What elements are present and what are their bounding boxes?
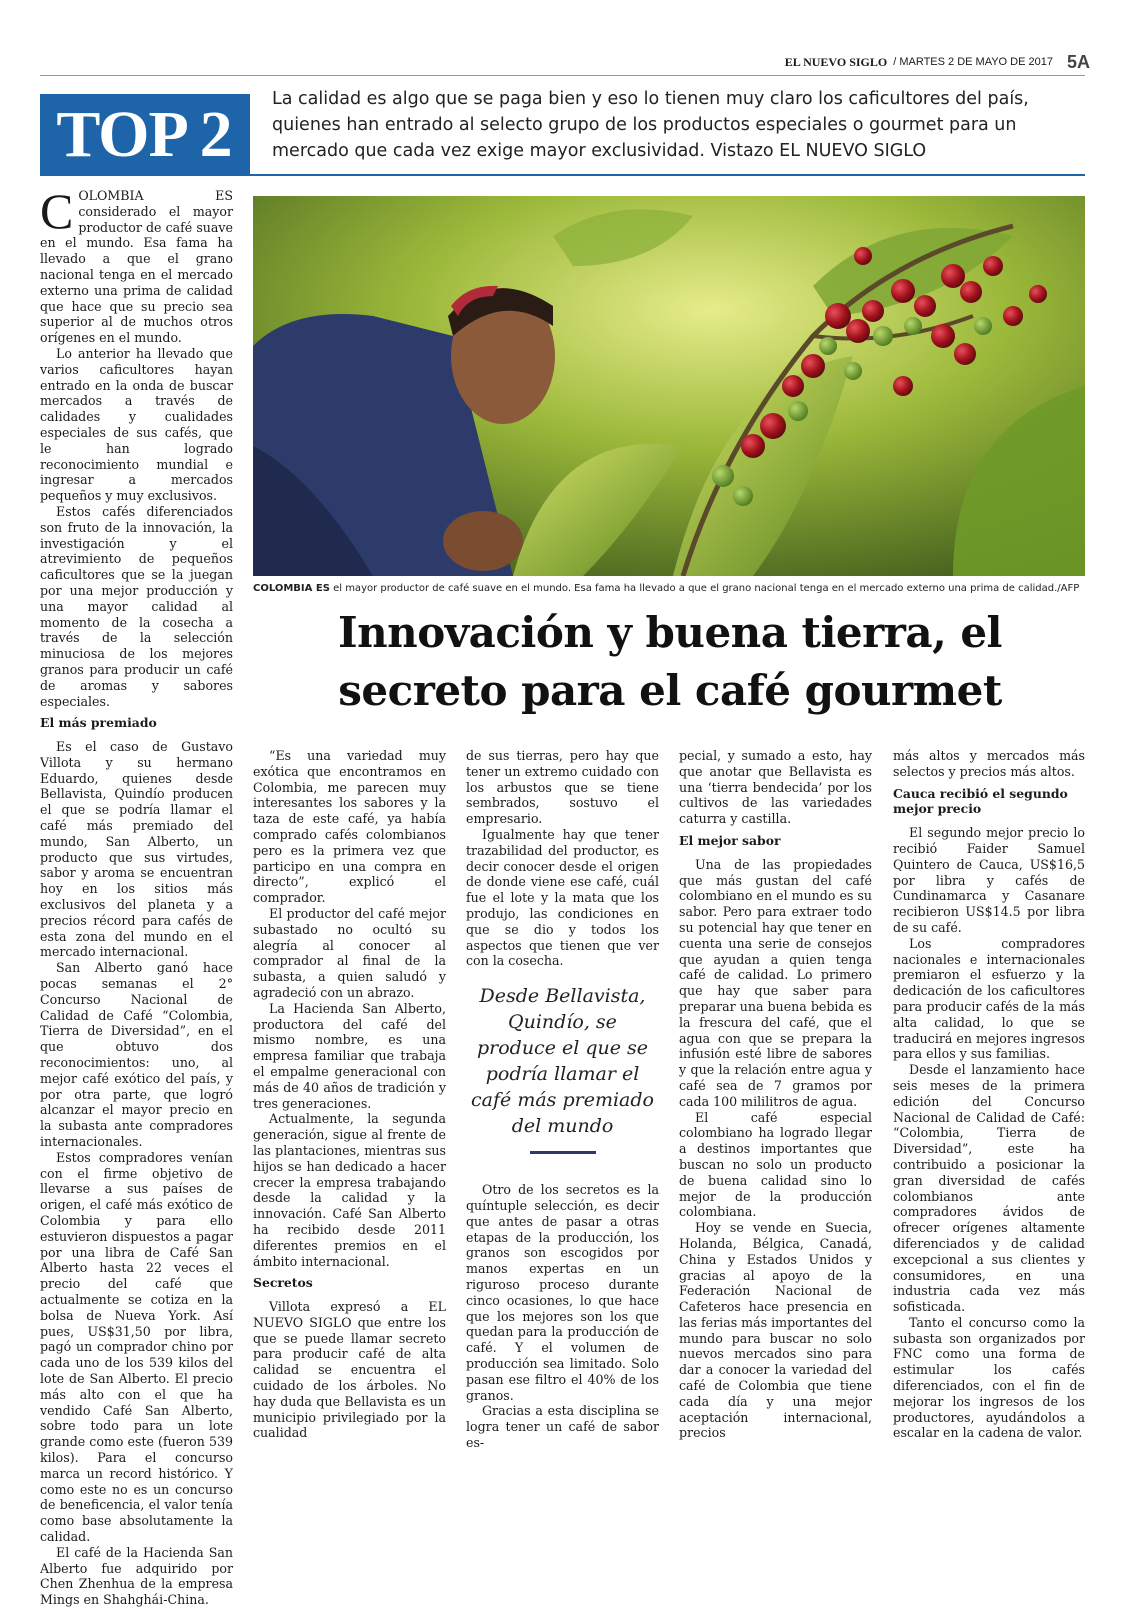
- lead-text: considerado el mayor productor de café suave en el mundo. Esa fama ha llevado a que el grano nacional tenga en el mercado externo una prima de calidad que hace que su precio sea superior al de muchos otros orígenes en el mundo.: [40, 203, 233, 346]
- page-number: 5A: [1066, 51, 1090, 72]
- paragraph: más altos y mercados más selectos y precios más altos.: [893, 748, 1085, 779]
- badge-divider: [248, 94, 250, 176]
- paragraph: Lo anterior ha llevado que varios caficultores hayan entrado en la onda de buscar mercados a través de calidades y cualidades especiales de sus cafés, que le han logrado reconocimiento mundial e ingresar a mercados pequeños y muy exclusivos.: [40, 345, 233, 504]
- caption-lead: COLOMBIA ES: [253, 583, 330, 594]
- pull-quote: Desde Bellavista, Quindío, se produce el que se podría llamar el café más premiado del mundo: [471, 985, 654, 1138]
- lead-caps: OLOMBIA ES: [78, 188, 233, 203]
- paragraph: El café de la Hacienda San Alberto fue adquirido por Chen Zhenhua de la empresa Mings en Shahghái-China.: [40, 1544, 233, 1608]
- article-column-5: [893, 748, 1085, 1441]
- paragraph: pecial, y sumado a esto, hay que anotar que Bellavista es una ‘tierra bendecida’ por los cultivos de las variedades caturra y castilla.: [679, 748, 872, 827]
- page-header: [700, 50, 1090, 74]
- subheading-mas-premiado: El más premiado: [40, 715, 157, 731]
- paragraph: Es el caso de Gustavo Villota y su hermano Eduardo, quienes desde Bellavista, Quindío producen el que se podría llamar el café más premiado del mundo, San Alberto, un producto que sus virtudes, sabor y aroma se encuentran hoy en los sitios más exclusivos del planeta y a precios récord para cafés de esta zona del mundo en el mercado internacional.: [40, 739, 233, 960]
- paragraph: Igualmente hay que tener trazabilidad del productor, es decir conocer desde el origen de donde viene ese café, cuál fue el lote y la mata que los produjo, las condiciones en que se dio y todos los aspectos que tienen que ver con la cosecha.: [466, 826, 659, 969]
- paragraph: Estos cafés diferenciados son fruto de la innovación, la investigación y el atrevimiento de pequeños caficultores que se la juegan por una mejor producción y una mayor calidad al momento de la cosecha a través de la selección minuciosa de los mejores granos para producir un café de aromas y sabores especiales.: [40, 503, 233, 709]
- paragraph: Hoy se vende en Suecia, Holanda, Bélgica, Canadá, China y Estados Unidos y gracias al apoyo de la Federación Nacional de Cafeteros hace presencia en las ferias más importantes del mundo para buscar no solo nuevos mercados sino para dar a conocer la variedad del café de Colombia que tiene cada día y una mejor aceptación internacional, precios: [679, 1220, 872, 1441]
- article-column-2: [253, 748, 446, 1441]
- subheading-mejor-sabor: El mejor sabor: [679, 832, 781, 848]
- intro-underline: [248, 174, 1085, 176]
- issue-date: / MARTES 2 DE MAYO DE 2017: [893, 56, 1053, 68]
- drop-cap: C: [40, 183, 74, 239]
- paragraph: Tanto el concurso como la subasta son organizados por FNC como una forma de estimular los cafés diferenciados, con el fin de mejorar los ingresos de los productores, ayudándolos a escalar en la cadena de valor.: [893, 1314, 1085, 1441]
- paragraph: Los compradores nacionales e internacionales premiaron el esfuerzo y la dedicación de los caficultores para producir cafés de la más alta calidad, lo que se traducirá en mejores ingresos para ellos y sus familias.: [893, 935, 1085, 1062]
- section-badge: TOP 2: [40, 94, 248, 176]
- paragraph: El segundo mejor precio lo recibió Faider Samuel Quintero de Cauca, US$16,5 por libra y cafés de Cundinamarca y Casanare recibieron US$14.5 por libra de su café.: [893, 825, 1085, 935]
- paragraph: de sus tierras, pero hay que tener un extremo cuidado con los arbustos que se tiene sembrados, sostuvo el empresario.: [466, 748, 659, 827]
- caption-text: el mayor productor de café suave en el mundo. Esa fama ha llevado a que el grano nacional tenga en el mercado externo una prima de calidad: [329, 583, 1055, 594]
- paragraph: La Hacienda San Alberto, productora del café del mismo nombre, es una empresa familiar que trabaja el empalme generacional con más de 40 años de tradición y tres generaciones.: [253, 1000, 446, 1111]
- photo-credit: ./AFP: [1054, 583, 1080, 594]
- intro-text: La calidad es algo que se paga bien y eso lo tienen muy claro los caficultores del país, quienes han entrado al selecto grupo de los productos especiales o gourmet para un mercado que cada vez exige mayor exclusividad. Vistazo EL NUEVO SIGLO: [272, 89, 1029, 161]
- paragraph: Gracias a esta disciplina se logra tener un café de sabor es-: [466, 1403, 659, 1450]
- header-rule: [40, 75, 1085, 76]
- paragraph: “Es una variedad muy exótica que encontramos en Colombia, me parecen muy interesantes los sabores y la taza de este café, ya había comprado cafés colombianos pero es la primera vez que participo en una compra en directo”, explicó el comprador.: [253, 748, 446, 906]
- photo-illustration: [253, 196, 1085, 576]
- photo-caption: [253, 582, 1093, 596]
- paragraph: Actualmente, la segunda generación, sigue al frente de las plantaciones, mientras sus hijos se han dedicado a hacer crecer la empresa trabajando desde la calidad y la innovación. Café San Alberto ha recibido desde 2011 diferentes premios en el ámbito internacional.: [253, 1111, 446, 1269]
- paragraph: Otro de los secretos es la quíntuple selección, es decir que antes de pasar a otras etapas de la producción, los granos son escogidos por manos expertas en un riguroso proceso durante cinco ocasiones, lo que hace que los mejores son los que quedan para la producción de café. Y el volumen de producción sea limitado. Solo pasan ese filtro el 40% de los granos.: [466, 1182, 659, 1403]
- subheading-cauca: Cauca recibió el segundo mejor precio: [893, 785, 1068, 817]
- coffee-harvest-photo: [253, 196, 1085, 576]
- paragraph: San Alberto ganó hace pocas semanas el 2° Concurso Nacional de Calidad de Café “Colombia, Tierra de Diversidad”, en el que obtuvo dos reconocimientos: uno, al mejor café exótico del país, y por otra parte, que logró alcanzar el mayor precio en la subasta ante compradores internacionales.: [40, 960, 233, 1150]
- article-column-4: [679, 748, 872, 1441]
- headline-line-1: Innovación y buena tierra, el: [337, 608, 1003, 657]
- paragraph: El café especial colombiano ha logrado llegar a destinos importantes que buscan no solo un producto de buena calidad sino lo mejor de la producción colombiana.: [679, 1109, 872, 1220]
- publication-name: EL NUEVO SIGLO: [784, 54, 888, 69]
- paragraph: Villota expresó a EL NUEVO SIGLO que entre los que se puede llamar secreto para producir café de alta calidad se encuentra el cuidado de los árboles. No hay duda que Bellavista es un municipio privilegiado por la cualidad: [253, 1299, 446, 1441]
- paragraph: Desde el lanzamiento hace seis meses de la primera edición del Concurso Nacional de Calidad de Café: “Colombia, Tierra de Diversidad”, este ha contribuido a posicionar la gran diversidad de cafés colombianos ante compradores ávidos de ofrecer orígenes altamente diferenciados y de calidad excepcional a sus clientes y consumidores, en una industria cada vez más sofisticada.: [893, 1062, 1085, 1315]
- article-column-3: [466, 748, 659, 1451]
- paragraph: El productor del café mejor subastado no ocultó su alegría al conocer al comprador al final de la subasta, a quien saludó y agradeció con un abrazo.: [253, 905, 446, 1000]
- article-column-1: [40, 183, 233, 1608]
- subheading-secretos: Secretos: [253, 1275, 313, 1291]
- paragraph: Una de las propiedades que más gustan del café colombiano en el mundo es su sabor. Pero para extraer todo su potencial hay que tener en cuenta una serie de consejos que ayudan a quien tenga café de calidad. Lo primero que hay que saber para preparar una buena bebida es la frescura del café, que el agua con que se prepara la infusión esté libre de sabores y que la relación entre agua y café sea de 7 gramos por cada 100 mililitros de agua.: [679, 856, 872, 1109]
- lead-paragraph: [40, 183, 233, 346]
- headline: [290, 604, 1050, 720]
- paragraph: Estos compradores venían con el firme objetivo de llevarse a sus países de origen, el café más exótico de Colombia y para ello estuvieron dispuestos a pagar por una libra de Café San Alberto hasta 22 veces el precio del café que actualmente se cotiza en la bolsa de Nueva York. Así pues, US$31,50 por libra, pagó un comprador chino por cada uno de los 539 kilos del lote de San Alberto. El precio más alto con el que ha vendido Café San Alberto, sobre todo para un lote grande como este (fueron 539 kilos). Para el concurso marca un record histórico. Y como este no es un concurso de beneficencia, el valor tenía como base absolutamente la calidad.: [40, 1149, 233, 1544]
- headline-line-2: secreto para el café gourmet: [338, 666, 1002, 715]
